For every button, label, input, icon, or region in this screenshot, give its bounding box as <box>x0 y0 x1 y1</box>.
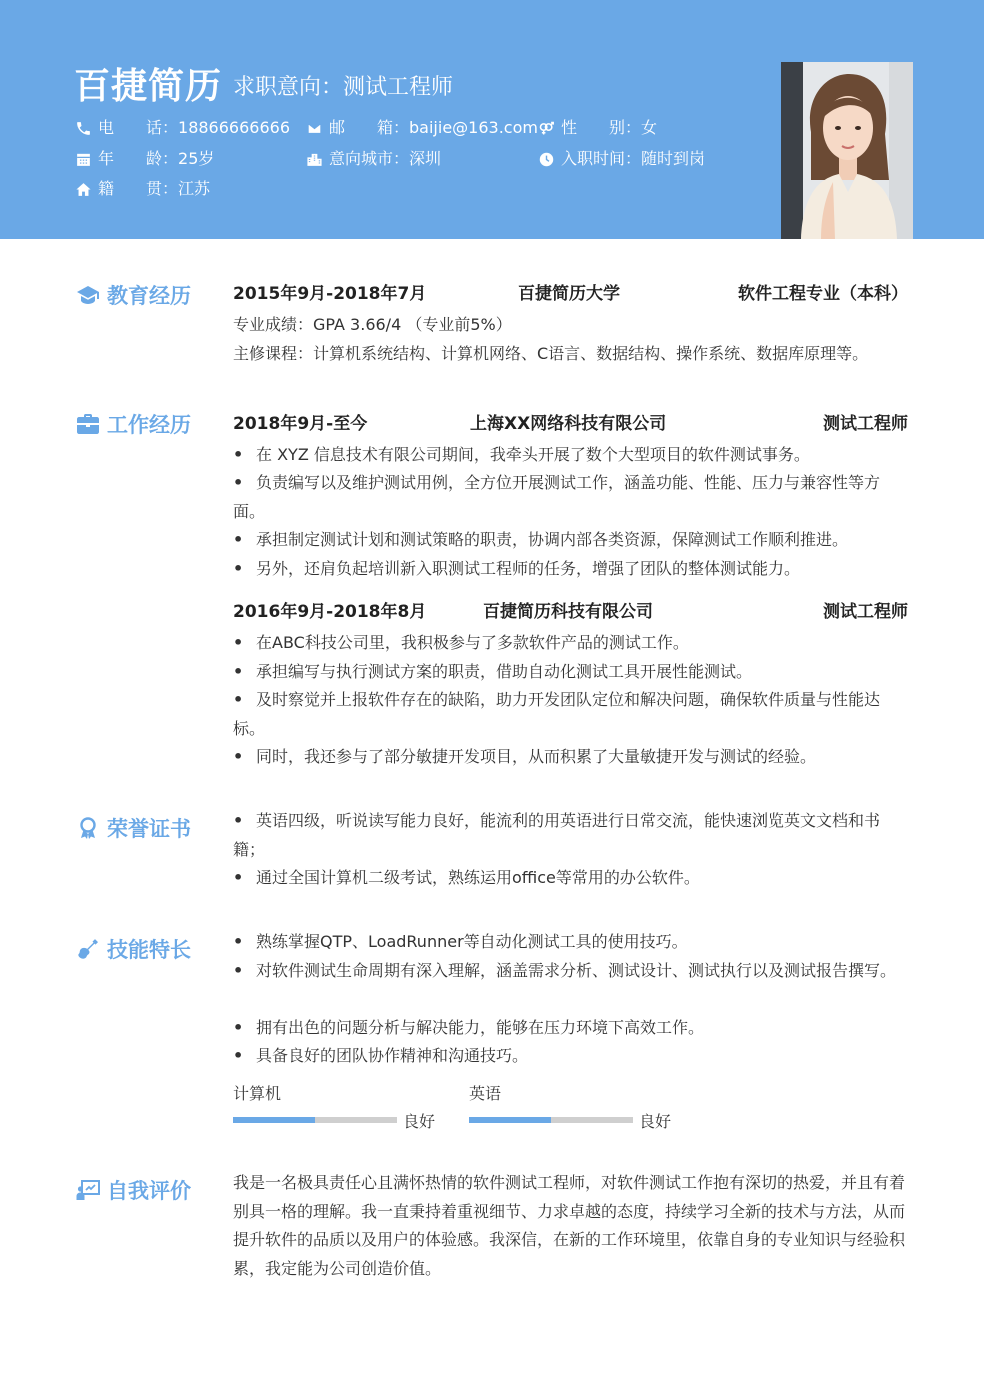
job-intent: 求职意向：测试工程师 <box>233 75 454 100</box>
calendar-icon <box>74 150 92 168</box>
skills-bullet: • 拥有出色的问题分析与解决能力，能够在压力环境下高效工作。 <box>233 1018 705 1037</box>
info-start-time: 入职时间： 随时到岗 <box>537 148 705 170</box>
education-gpa: 专业成绩：GPA 3.66/4 （专业前5%） <box>233 315 512 334</box>
info-age: 年 龄： 25岁 <box>74 148 214 170</box>
section-title-self-eval: 自我评价 <box>75 1175 191 1205</box>
info-city: 意向城市： 深圳 <box>305 148 441 170</box>
skill-bar-fill <box>233 1117 315 1123</box>
skill-bar-computer <box>233 1117 397 1123</box>
job-1-bullet: • 承担制定测试计划和测试策略的职责，协调内部各类资源，保障测试工作顺利推进。 <box>233 530 849 549</box>
age-value: 25岁 <box>178 149 215 168</box>
phone-value: 18866666666 <box>178 118 290 137</box>
honors-bullet: • 通过全国计算机二级考试，熟练运用office等常用的办公软件。 <box>233 868 700 887</box>
job-2-bullet: • 在ABC科技公司里，我积极参与了多款软件产品的测试工作。 <box>233 633 689 652</box>
job-1-bullet: • 另外，还肩负起培训新入职测试工程师的任务，增强了团队的整体测试能力。 <box>233 559 801 578</box>
job-1-role: 测试工程师 <box>823 414 908 434</box>
home-icon <box>74 180 92 198</box>
job-2-header-row <box>233 597 908 623</box>
mail-icon <box>305 119 323 137</box>
job-1-header-row <box>233 409 908 435</box>
job-1-bullet: • 负责编写以及维护测试用例，全方位开展测试工作，涵盖功能、性能、压力与兼容性等方面。 <box>233 473 881 521</box>
phone-icon <box>74 119 92 137</box>
honors-bullet: • 英语四级，听说读写能力良好，能流利的用英语进行日常交流，能快速浏览英文文档和书籍； <box>233 811 881 859</box>
info-hometown: 籍 贯： 江苏 <box>74 178 210 200</box>
skill-bar-label-computer: 计算机 <box>233 1084 282 1103</box>
job-2-period: 2016年9月-2018年8月 <box>233 602 427 622</box>
section-title-honors: 荣誉证书 <box>75 813 191 843</box>
profile-photo <box>781 62 913 239</box>
education-period: 2015年9月-2018年7月 <box>233 284 427 304</box>
education-school: 百捷简历大学 <box>518 284 620 304</box>
skill-bar-english <box>469 1117 633 1123</box>
clock-icon <box>537 150 555 168</box>
skill-bar-label-english: 英语 <box>469 1084 502 1103</box>
start-time-value: 随时到岗 <box>641 149 706 168</box>
award-icon <box>75 817 101 839</box>
gender-value: 女 <box>641 118 658 137</box>
education-header-row <box>233 279 908 305</box>
skills-bullet: • 对软件测试生命周期有深入理解，涵盖需求分析、测试设计、测试执行以及测试报告撰写。 <box>233 961 897 980</box>
presentation-icon <box>75 1179 101 1201</box>
gender-icon <box>537 119 555 137</box>
guitar-icon <box>75 938 101 960</box>
info-email: 邮 箱： baijie@163.com <box>305 117 538 139</box>
city-value: 深圳 <box>409 149 442 168</box>
job-2-bullet: • 承担编写与执行测试方案的职责，借助自动化测试工具开展性能测试。 <box>233 662 753 681</box>
job-2-bullet: • 及时察觉并上报软件存在的缺陷，助力开发团队定位和解决问题，确保软件质量与性能达标。 <box>233 690 881 738</box>
section-title-work: 工作经历 <box>75 409 191 439</box>
candidate-name: 百捷简历 <box>74 66 223 107</box>
skill-bar-fill <box>469 1117 551 1123</box>
job-1-company: 上海XX网络科技有限公司 <box>470 414 667 434</box>
info-gender: 性 别： 女 <box>537 117 657 139</box>
city-icon <box>305 150 323 168</box>
graduation-cap-icon <box>75 284 101 306</box>
education-major: 软件工程专业（本科） <box>738 284 908 304</box>
hometown-value: 江苏 <box>178 179 211 198</box>
header-banner <box>0 0 984 239</box>
skills-bullet: • 具备良好的团队协作精神和沟通技巧。 <box>233 1046 529 1065</box>
email-value: baijie@163.com <box>409 118 538 137</box>
section-title-education: 教育经历 <box>75 280 191 310</box>
skill-bar-level-computer: 良好 <box>403 1112 436 1131</box>
job-2-company: 百捷简历科技有限公司 <box>483 602 653 622</box>
education-courses: 主修课程：计算机系统结构、计算机网络、C语言、数据结构、操作系统、数据库原理等。 <box>233 344 869 363</box>
job-2-bullet: • 同时，我还参与了部分敏捷开发项目，从而积累了大量敏捷开发与测试的经验。 <box>233 747 817 766</box>
job-2-role: 测试工程师 <box>823 602 908 622</box>
section-title-skills: 技能特长 <box>75 934 191 964</box>
job-1-period: 2018年9月-至今 <box>233 414 368 434</box>
info-phone: 电 话： 18866666666 <box>74 117 290 139</box>
skills-bullet: • 熟练掌握QTP、LoadRunner等自动化测试工具的使用技巧。 <box>233 932 688 951</box>
job-1-bullet: • 在 XYZ 信息技术有限公司期间，我牵头开展了数个大型项目的软件测试事务。 <box>233 445 810 464</box>
skill-bar-level-english: 良好 <box>639 1112 672 1131</box>
self-eval-text: 我是一名极具责任心且满怀热情的软件测试工程师，对软件测试工作抱有深切的热爱，并且有着别具一格的理解。我一直秉持着重视细节、力求卓越的态度，持续学习全新的技术与方法，从而提升软件的品质以及用户的体验感。我深信，在新的工作环境里，依靠自身的专业知识与经验积累，我定能为公司创造价值。 <box>233 1173 906 1279</box>
briefcase-icon <box>75 413 101 435</box>
